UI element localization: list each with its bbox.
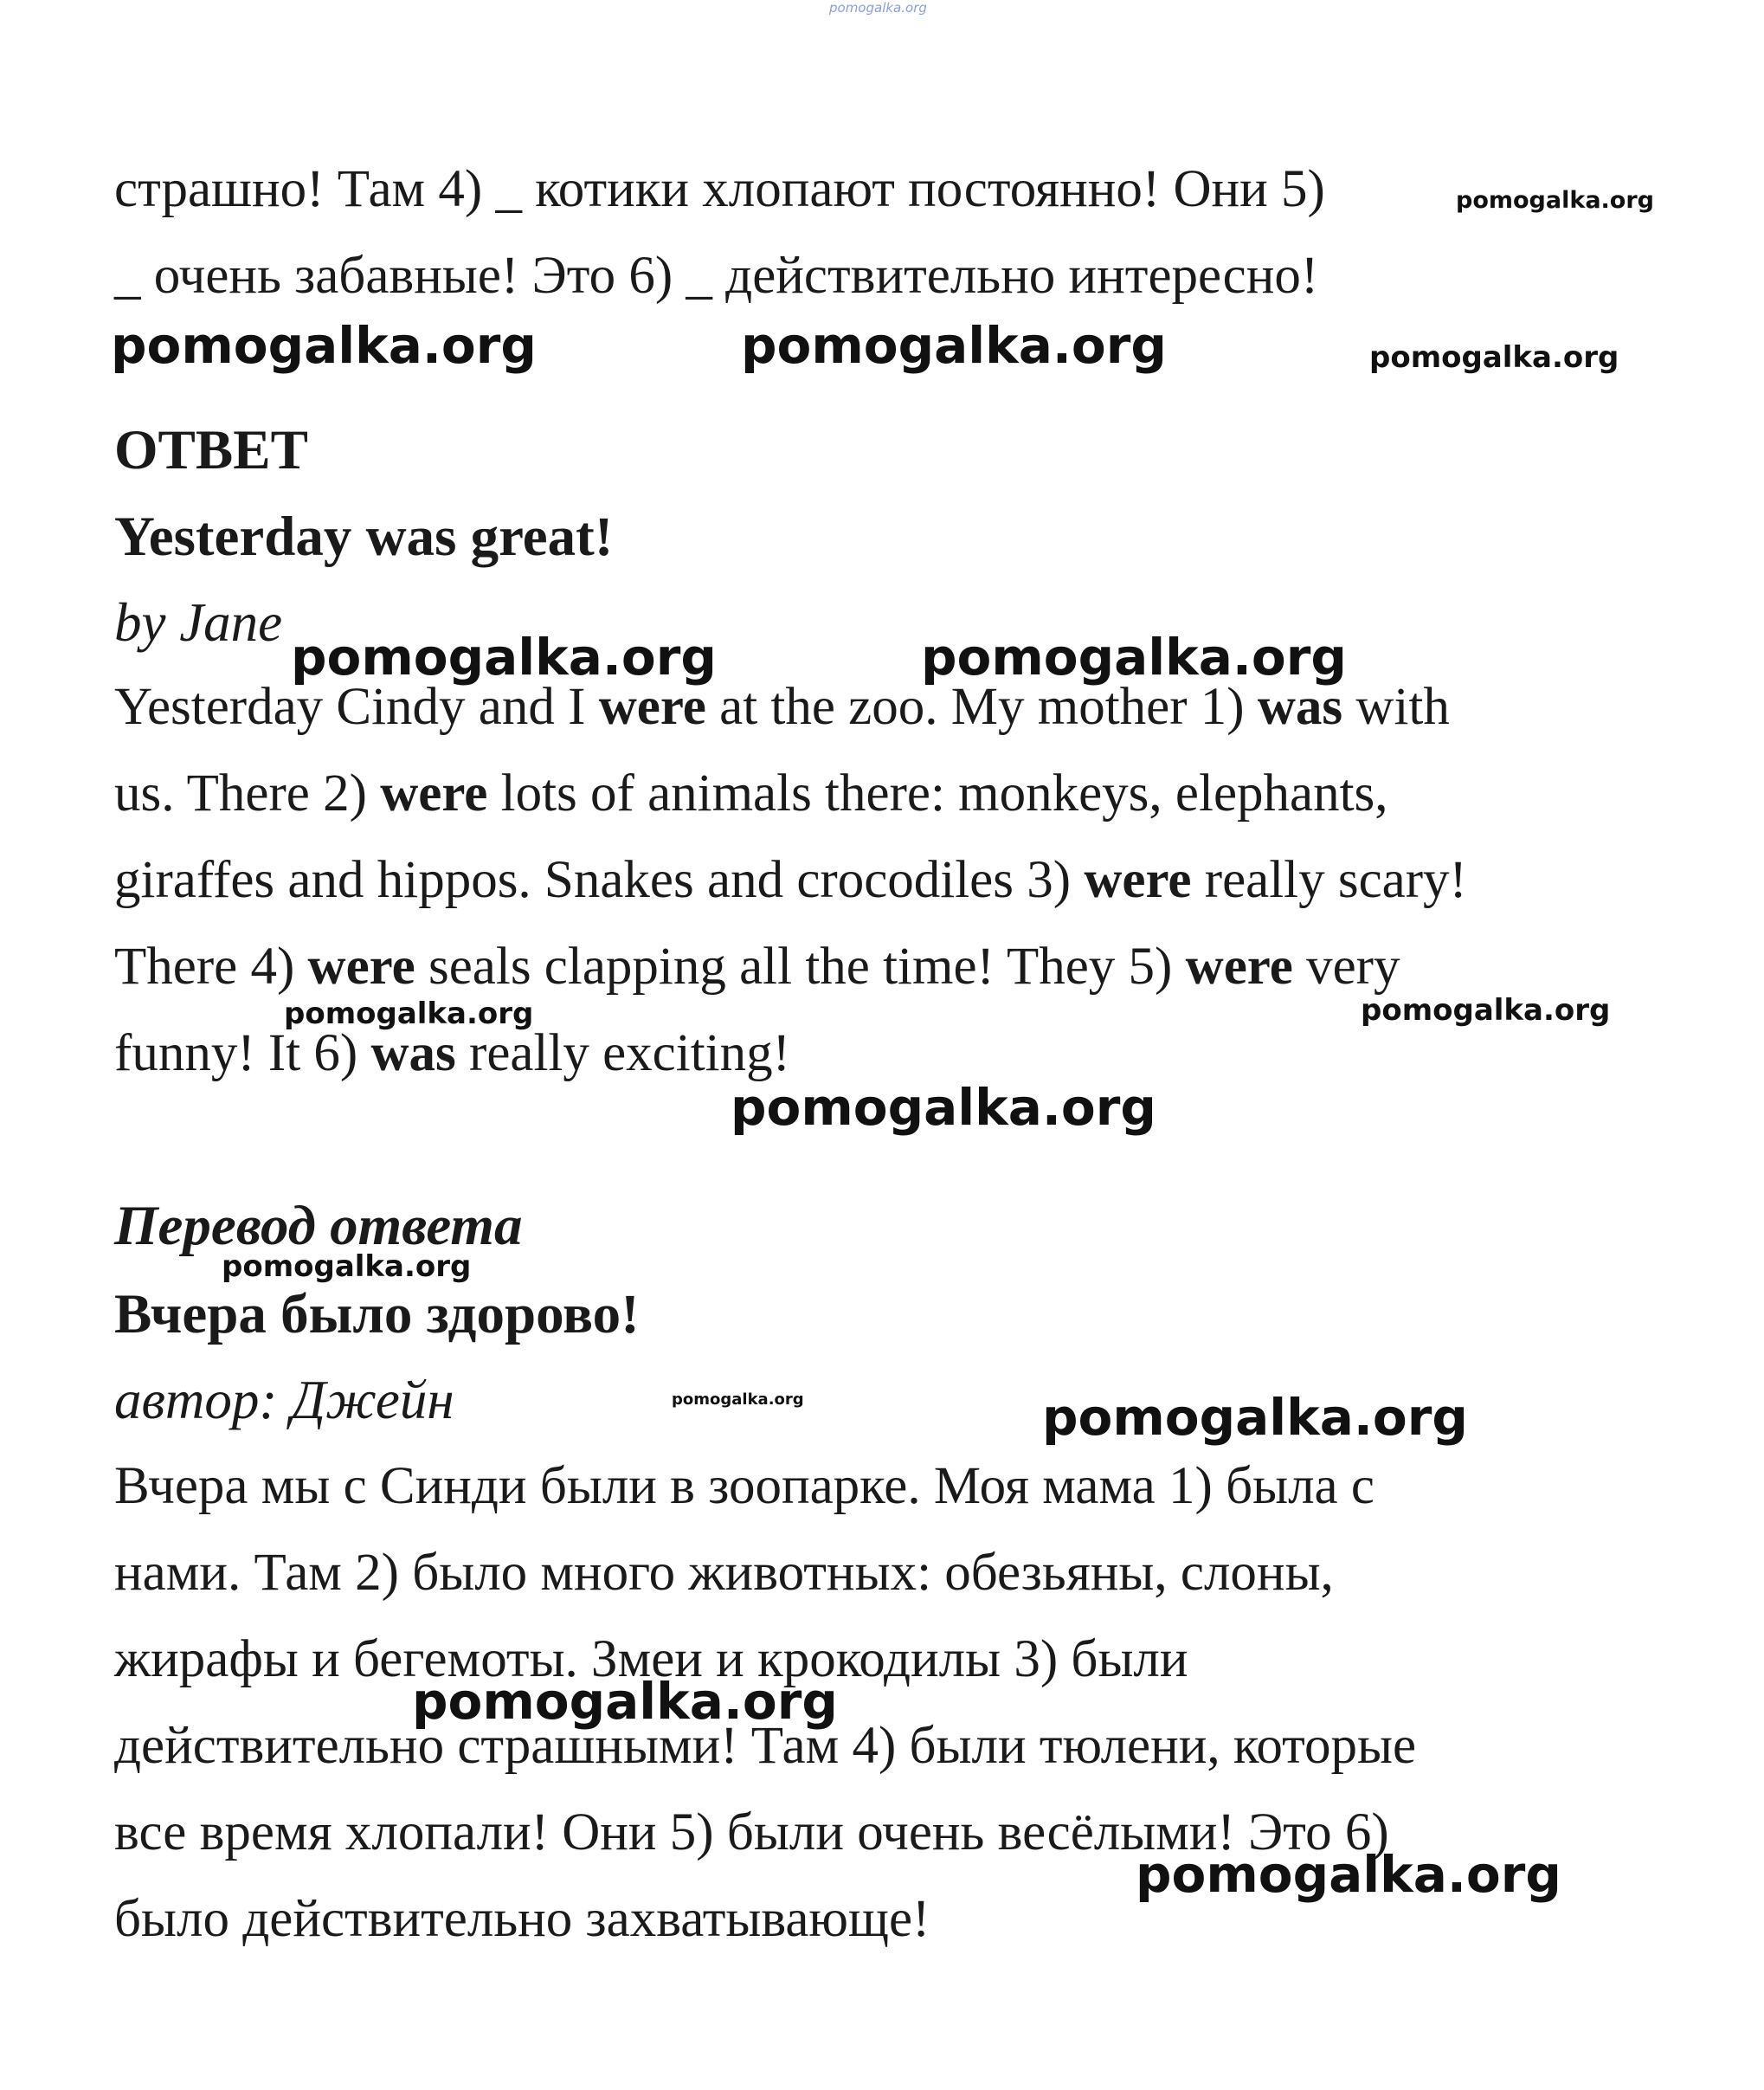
watermark: pomogalka.org: [921, 628, 1347, 687]
watermark: pomogalka.org: [731, 1078, 1156, 1137]
watermark-top: pomogalka.org: [829, 0, 927, 16]
watermark: pomogalka.org: [1456, 187, 1654, 214]
answer-label: ОТВЕТ: [114, 419, 308, 481]
watermark: pomogalka.org: [222, 1249, 472, 1284]
watermark: pomogalka.org: [672, 1390, 804, 1409]
watermark: pomogalka.org: [1361, 993, 1611, 1028]
translation-author: автор: Джейн: [114, 1370, 454, 1430]
translation-line-1: Вчера мы с Синди были в зоопарке. Моя мама 1) была с: [114, 1457, 1375, 1515]
translation-line-6: было действительно захватывающе!: [114, 1890, 930, 1948]
answer-line-1: Yesterday Cindy and I were at the zoo. My mother 1) was with: [114, 678, 1450, 736]
translation-line-3: жирафы и бегемоты. Змеи и крокодилы 3) были: [114, 1630, 1188, 1688]
translation-title: Вчера было здорово!: [114, 1283, 640, 1345]
answer-line-3: giraffes and hippos. Snakes and crocodiles 3) were really scary!: [114, 851, 1467, 909]
translation-line-4: действительно страшными! Там 4) были тюлени, которые: [114, 1717, 1417, 1775]
translation-line-5: все время хлопали! Они 5) были очень весёлыми! Это 6): [114, 1803, 1389, 1861]
translation-label: Перевод ответа: [114, 1195, 523, 1257]
watermark: pomogalka.org: [291, 628, 717, 687]
watermark: pomogalka.org: [284, 997, 534, 1031]
answer-title: Yesterday was great!: [114, 506, 614, 568]
watermark: pomogalka.org: [412, 1672, 838, 1731]
watermark: pomogalka.org: [1136, 1845, 1561, 1904]
watermark: pomogalka.org: [741, 316, 1167, 375]
answer-line-4: There 4) were seals clapping all the time! They 5) were very: [114, 938, 1400, 996]
translation-line-2: нами. Там 2) было много животных: обезьяны, слоны,: [114, 1544, 1334, 1602]
answer-line-5: funny! It 6) was really exciting!: [114, 1024, 790, 1082]
task-line-1: страшно! Там 4) _ котики хлопают постоянно! Они 5): [114, 160, 1325, 218]
watermark: pomogalka.org: [1369, 340, 1619, 375]
watermark: pomogalka.org: [111, 316, 537, 375]
answer-line-2: us. There 2) were lots of animals there: monkeys, elephants,: [114, 764, 1388, 822]
answer-author: by Jane: [114, 592, 283, 653]
task-line-2: _ очень забавные! Это 6) _ действительно интересно!: [114, 247, 1319, 305]
watermark: pomogalka.org: [1042, 1388, 1468, 1447]
